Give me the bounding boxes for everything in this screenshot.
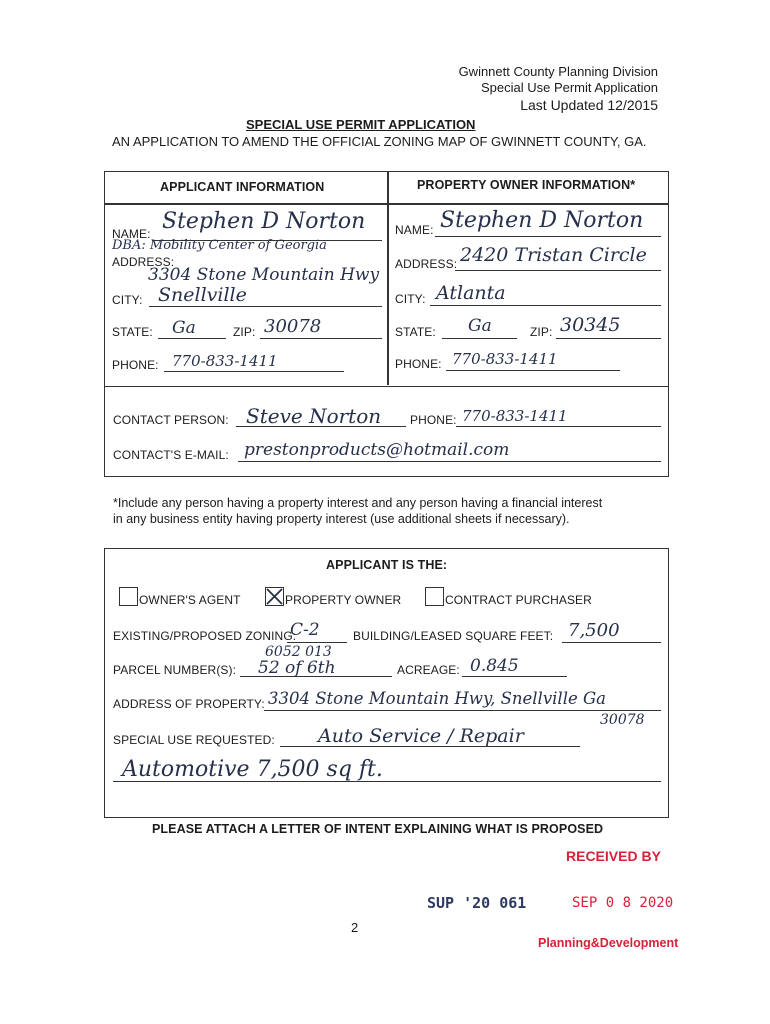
- owner-phone-value[interactable]: 770-833-1411: [452, 350, 558, 368]
- footnote-line-2: in any business entity having property interest (use additional sheets if necessary).: [113, 512, 570, 526]
- owner-phone-label: PHONE:: [395, 357, 442, 371]
- acreage-value[interactable]: 0.845: [470, 656, 519, 676]
- zoning-label: EXISTING/PROPOSED ZONING:: [113, 629, 297, 643]
- owner-address-line: [455, 270, 661, 271]
- applicant-city-label: CITY:: [112, 293, 143, 307]
- form-subtitle: AN APPLICATION TO AMEND THE OFFICIAL ZONING MAP OF GWINNETT COUNTY, GA.: [112, 134, 647, 149]
- property-address-zip[interactable]: 30078: [600, 712, 645, 728]
- zoning-value[interactable]: C-2: [290, 620, 320, 640]
- page-number: 2: [351, 920, 359, 935]
- contact-email-value[interactable]: prestonproducts@hotmail.com: [244, 440, 510, 460]
- parcel-label: PARCEL NUMBER(S):: [113, 663, 237, 677]
- acreage-line: [462, 676, 567, 677]
- owner-state-value[interactable]: Ga: [468, 316, 492, 336]
- contract-purchaser-checkbox[interactable]: [425, 587, 444, 606]
- owner-phone-line: [446, 370, 620, 371]
- contact-phone-value[interactable]: 770-833-1411: [462, 407, 568, 425]
- applicant-zip-line: [260, 338, 382, 339]
- owner-zip-line: [556, 338, 661, 339]
- contact-box: [104, 385, 669, 477]
- applicant-heading: APPLICANT INFORMATION: [160, 180, 325, 194]
- contact-phone-label: PHONE:: [410, 413, 457, 427]
- contract-purchaser-label: CONTRACT PURCHASER: [445, 593, 592, 607]
- applicant-is-heading: APPLICANT IS THE:: [326, 558, 448, 572]
- property-address-value[interactable]: 3304 Stone Mountain Hwy, Snellville Ga: [268, 689, 607, 708]
- checkmark-x-icon: [266, 588, 283, 605]
- applicant-city-line: [149, 306, 382, 307]
- applicant-phone-line: [164, 371, 344, 372]
- header-subtitle: Special Use Permit Application: [480, 80, 658, 95]
- owner-zip-value[interactable]: 30345: [560, 314, 621, 336]
- zoning-line: [287, 642, 347, 643]
- owner-heading: PROPERTY OWNER INFORMATION*: [417, 178, 636, 192]
- property-owner-checkbox[interactable]: [265, 587, 284, 606]
- special-use-extra-value[interactable]: Automotive 7,500 sq ft.: [122, 757, 383, 782]
- special-use-value[interactable]: Auto Service / Repair: [318, 725, 524, 747]
- applicant-name-value[interactable]: Stephen D Norton: [162, 209, 366, 234]
- applicant-city-value[interactable]: Snellville: [158, 284, 247, 306]
- owners-agent-label: OWNER'S AGENT: [139, 593, 241, 607]
- owner-city-line: [430, 305, 661, 306]
- attach-note: PLEASE ATTACH A LETTER OF INTENT EXPLAINING WHAT IS PROPOSED: [152, 822, 604, 836]
- property-address-line: [264, 710, 661, 711]
- owner-name-value[interactable]: Stephen D Norton: [440, 208, 644, 233]
- owner-name-label: NAME:: [395, 223, 434, 237]
- sup-code-stamp: SUP '20 061: [427, 894, 527, 912]
- parcel-value[interactable]: 52 of 6th: [258, 658, 336, 678]
- parcel-top-value[interactable]: 6052 013: [265, 644, 332, 660]
- owner-name-line: [435, 236, 661, 237]
- property-owner-label: PROPERTY OWNER: [285, 593, 402, 607]
- form-title: SPECIAL USE PERMIT APPLICATION: [246, 117, 476, 132]
- footnote-line-1: *Include any person having a property interest and any person having a financial interest: [113, 496, 603, 510]
- owner-state-line: [442, 338, 517, 339]
- owners-agent-checkbox[interactable]: [119, 587, 138, 606]
- applicant-address-value[interactable]: 3304 Stone Mountain Hwy: [148, 265, 380, 285]
- special-use-label: SPECIAL USE REQUESTED:: [113, 733, 275, 747]
- date-stamp: SEP 0 8 2020: [572, 895, 674, 911]
- applicant-dba-value[interactable]: DBA: Mobility Center of Georgia: [112, 238, 327, 253]
- header-updated: Last Updated 12/2015: [520, 97, 658, 113]
- sqft-line: [562, 642, 661, 643]
- contact-person-label: CONTACT PERSON:: [113, 413, 229, 427]
- applicant-phone-label: PHONE:: [112, 358, 159, 372]
- applicant-name-label: NAME:: [112, 227, 151, 241]
- contact-person-value[interactable]: Steve Norton: [246, 404, 382, 428]
- applicant-state-value[interactable]: Ga: [172, 318, 196, 338]
- applicant-zip-value[interactable]: 30078: [264, 316, 322, 337]
- applicant-phone-value[interactable]: 770-833-1411: [172, 352, 278, 370]
- applicant-state-line: [158, 338, 226, 339]
- owner-city-value[interactable]: Atlanta: [436, 282, 506, 304]
- sqft-value[interactable]: 7,500: [568, 620, 620, 641]
- acreage-label: ACREAGE:: [397, 663, 460, 677]
- contact-email-label: CONTACT'S E-MAIL:: [113, 448, 229, 462]
- owner-address-label: ADDRESS:: [395, 257, 458, 271]
- applicant-address-label: ADDRESS:: [112, 255, 175, 269]
- owner-state-label: STATE:: [395, 325, 436, 339]
- header-divider: [104, 203, 669, 205]
- owner-zip-label: ZIP:: [530, 325, 553, 339]
- header-division: Gwinnett County Planning Division: [458, 64, 658, 79]
- received-by-stamp: RECEIVED BY: [566, 848, 661, 864]
- owner-city-label: CITY:: [395, 292, 426, 306]
- contact-phone-line: [456, 426, 661, 427]
- property-address-label: ADDRESS OF PROPERTY:: [113, 697, 265, 711]
- planning-development-stamp: Planning&Development: [538, 936, 679, 950]
- sqft-label: BUILDING/LEASED SQUARE FEET:: [353, 629, 554, 643]
- applicant-zip-label: ZIP:: [233, 325, 256, 339]
- applicant-state-label: STATE:: [112, 325, 153, 339]
- contact-email-line: [238, 461, 661, 462]
- owner-address-value[interactable]: 2420 Tristan Circle: [460, 244, 647, 266]
